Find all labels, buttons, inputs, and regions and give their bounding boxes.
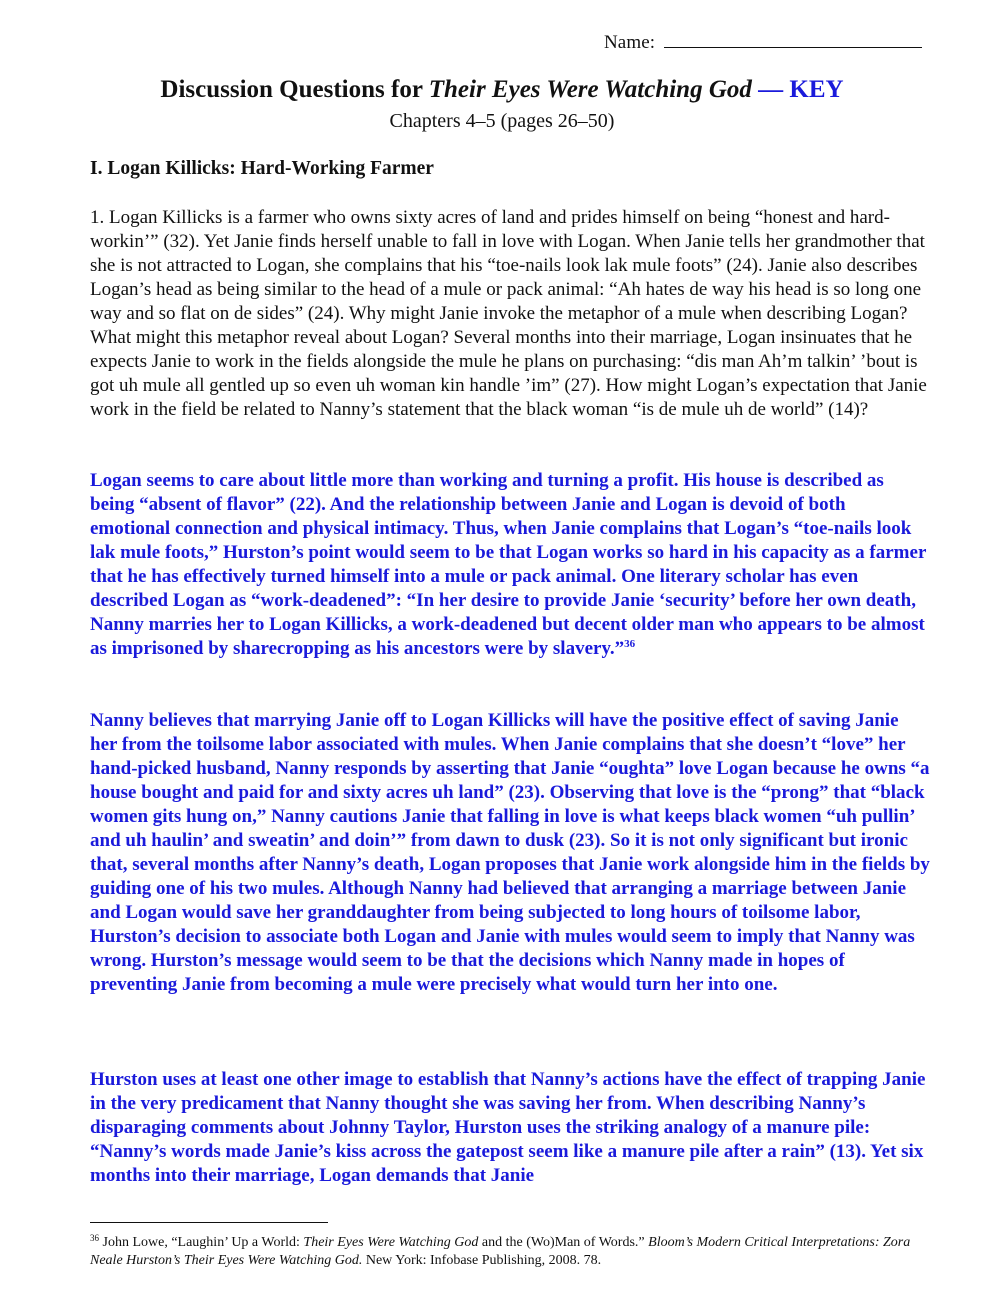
footnote-mid: and the (Wo)Man of Words.” bbox=[478, 1235, 649, 1250]
footnote-ref[interactable]: 36 bbox=[624, 638, 636, 650]
footnote-publisher: New York: Infobase Publishing, 2008. 78. bbox=[362, 1253, 602, 1268]
name-blank-line[interactable] bbox=[664, 32, 922, 48]
footnote-number: 36 bbox=[90, 1233, 99, 1243]
title-book: Their Eyes Were Watching God bbox=[428, 76, 752, 103]
page-subtitle: Chapters 4–5 (pages 26–50) bbox=[389, 110, 615, 132]
answer-paragraph-1 bbox=[90, 469, 930, 661]
title-prefix: Discussion Questions for bbox=[160, 76, 429, 103]
footnote-divider bbox=[90, 1222, 328, 1223]
page-title bbox=[0, 76, 1004, 104]
answer-paragraph-2: Nanny believes that marrying Janie off to Logan Killicks will have the positive effect of saving Janie her from the toilsome labor associated with mules. When Janie complains that she doesn’t “love” her hand-picked husband, Nanny responds by asserting that Janie “oughta” love Logan because he owns “a house bought and paid for and sixty acres uh land” (23). Observing that love is the “prong” that “black women gits hung on,” Nanny cautions Janie that falling in love is what keeps black women “uh pullin’ and uh haulin’ and sweatin’ and doin’” from dawn to dusk (23). So it is not only significant but ironic that, several months after Nanny’s death, Logan proposes that Janie work alongside him in the fields by guiding one of his two mules. Although Nanny had believed that arranging a marriage between Janie and Logan would save her granddaughter from being subjected to long hours of toilsome labor, Hurston’s decision to associate both Logan and Janie with mules would seem to imply that Nanny was wrong. Hurston’s message would seem to be that the decisions which Nanny made in hopes of preventing Janie from becoming a mule were precisely what would turn her into one. bbox=[90, 710, 930, 995]
footnote-book-title: Their Eyes Were Watching God bbox=[303, 1235, 479, 1250]
answer-text: Logan seems to care about little more than working and turning a profit. His house is described as being “absent of flavor” (22). And the relationship between Janie and Logan is devoid of both emotional connection and physical intimacy. Thus, when Janie complains that Logan’s “toe-nails look lak mule foots,” Hurston’s point would seem to be that Logan works so hard in his capacity as a farmer that he has effectively turned himself into a mule or pack animal. One literary scholar has even described Logan as “work-deadened”: “In her desire to provide Janie ‘security’ before her own death, Nanny marries her to Logan Killicks, a work-deadened but decent older man who appears to be almost as imprisoned by sharecropping as his ancestors were by slavery.” bbox=[90, 470, 927, 659]
section-heading: I. Logan Killicks: Hard-Working Farmer bbox=[90, 158, 434, 179]
footnote-author: John Lowe, “Laughin’ Up a World: bbox=[99, 1235, 304, 1250]
name-field bbox=[604, 32, 922, 54]
discussion-question: 1. Logan Killicks is a farmer who owns sixty acres of land and prides himself on being “honest and hard-workin’” (32). Yet Janie finds herself unable to fall in love with Logan. When Janie tells her grandmother that she is not attracted to Logan, she complains that his “toe-nails look lak mule foots” (24). Janie also describes Logan’s head as being similar to the head of a mule or pack animal: “Ah hates de way his head is so long one way and so flat on de sides” (24). Why might Janie invoke the metaphor of a mule when describing Logan? What might this metaphor reveal about Logan? Several months into their marriage, Logan insinuates that he expects Janie to work in the fields alongside the mule he plans on purchasing: “dis man Ah’m talkin’ ’bout is got uh mule all gentled up so even uh woman kin handle ’im” (27). How might Logan’s expectation that Janie work in the field be related to Nanny’s statement that the black woman “is de mule uh de world” (14)? bbox=[90, 207, 927, 420]
footnote bbox=[90, 1234, 930, 1270]
name-label: Name: bbox=[603, 32, 656, 53]
title-key: — KEY bbox=[751, 76, 844, 103]
answer-paragraph-3: Hurston uses at least one other image to establish that Nanny’s actions have the effect of trapping Janie in the very predicament that Nanny thought she was saving her from. When describing Nanny’s disparaging comments about Johnny Taylor, Hurston uses the striking analogy of a manure pile: “Nanny’s words made Janie’s kiss across the gatepost seem like a manure pile after a rain” (13). Yet six months into their marriage, Logan demands that Janie bbox=[90, 1069, 926, 1186]
footnote-series: Bloom’s Modern Critical Interpretations: Zora Neale Hurston’s Their Eyes Were Watching God. bbox=[90, 1235, 911, 1268]
